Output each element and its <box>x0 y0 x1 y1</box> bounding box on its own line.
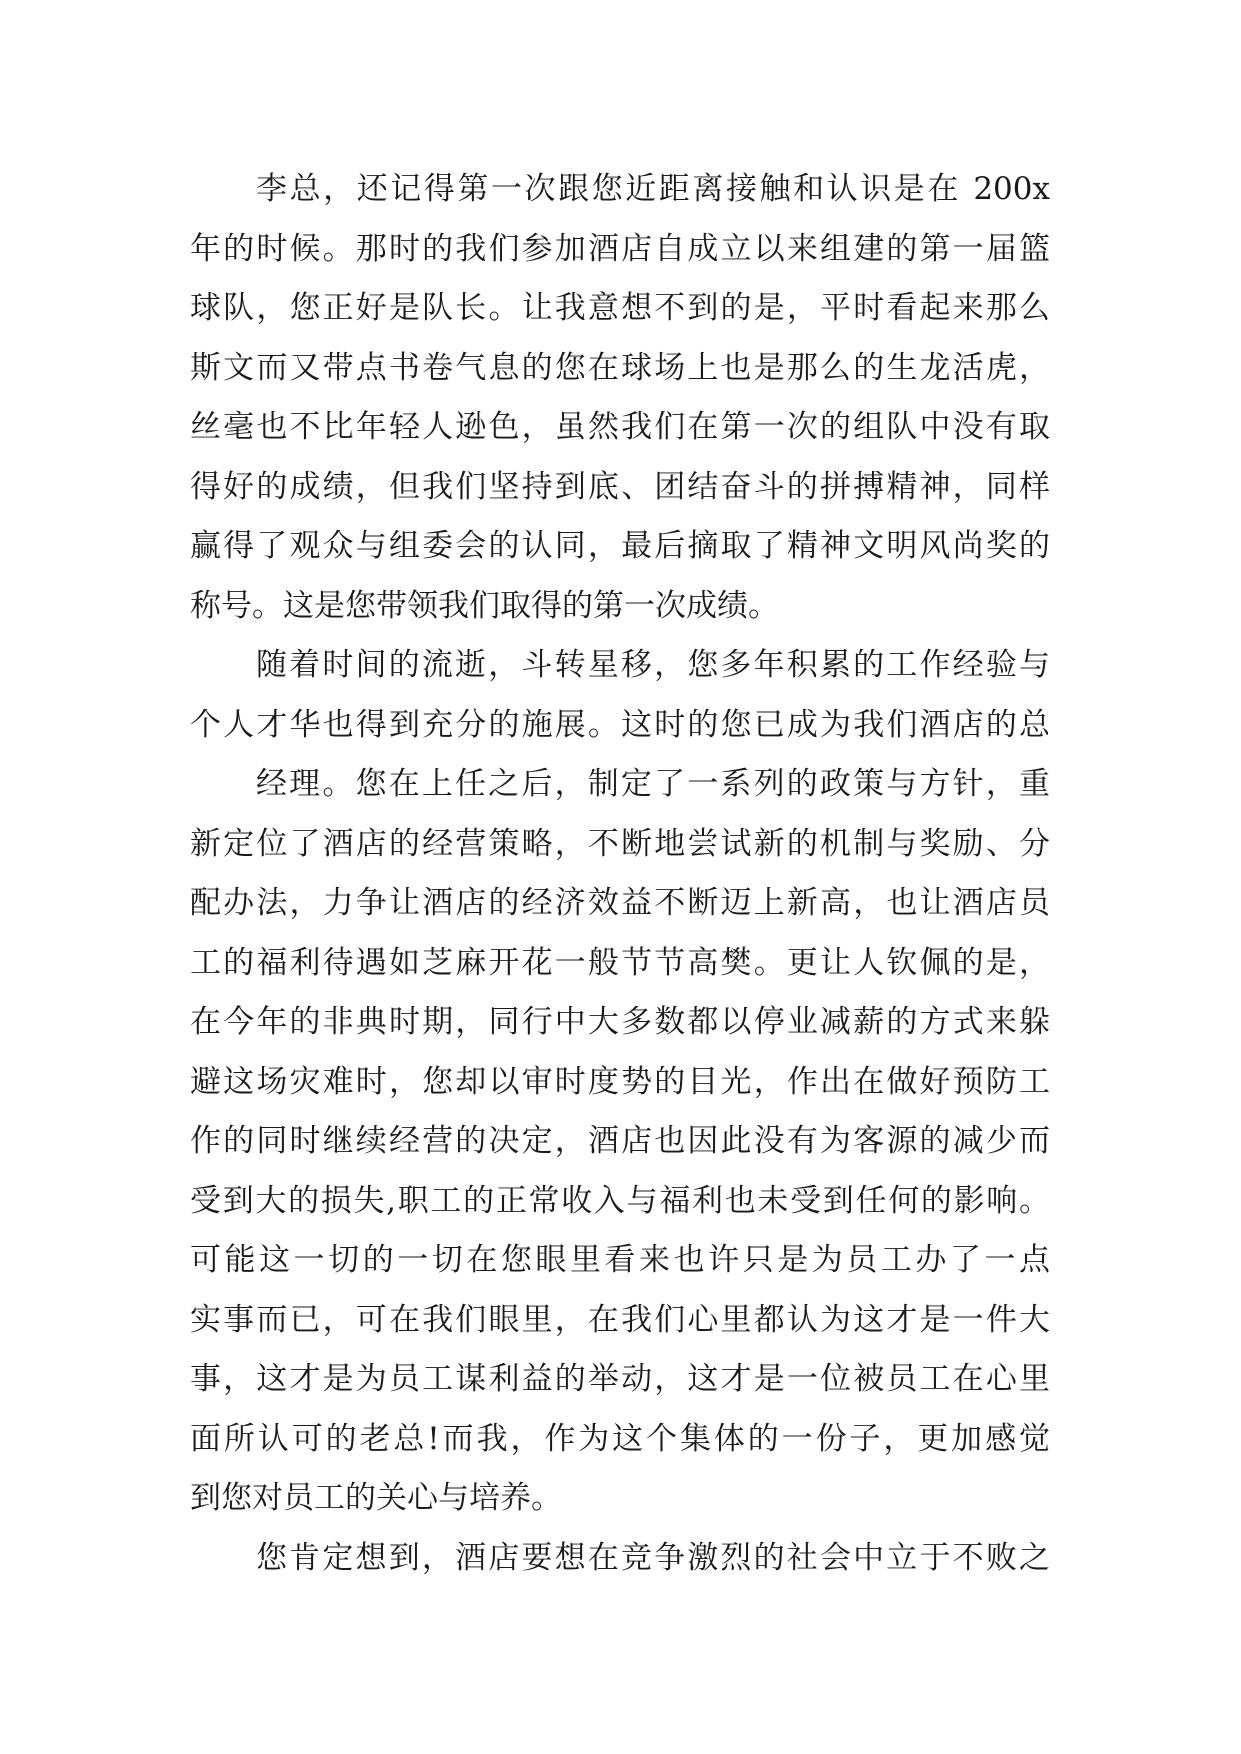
text-line: 斯文而又带点书卷气息的您在球场上也是那么的生龙活虎， <box>190 349 1050 386</box>
text-line: 年的时候。那时的我们参加酒店自成立以来组建的第一届篮 <box>190 230 1050 267</box>
text-line: 球队，您正好是队长。让我意想不到的是，平时看起来那么 <box>190 290 1050 326</box>
text-line: 可能这一切的一切在您眼里看来也许只是为员工办了一点 <box>190 1242 1050 1278</box>
body-text <box>190 160 1050 1588</box>
text-line: 面所认可的老总!而我，作为这个集体的一份子，更加感觉 <box>190 1420 1050 1457</box>
text-line: 赢得了观众与组委会的认同，最后摘取了精神文明风尚奖的 <box>190 528 1050 564</box>
text-line: 新定位了酒店的经营策略，不断地尝试新的机制与奖励、分 <box>190 825 1050 862</box>
text-line: 避这场灾难时，您却以审时度势的目光，作出在做好预防工 <box>190 1063 1050 1100</box>
text-line: 到您对员工的关心与培养。 <box>190 1480 562 1516</box>
text-line: 您肯定想到，酒店要想在竞争激烈的社会中立于不败之 <box>256 1539 1050 1576</box>
text-line: 称号。这是您带领我们取得的第一次成绩。 <box>190 587 779 624</box>
text-line: 李总，还记得第一次跟您近距离接触和认识是在 200x <box>256 171 1050 207</box>
text-line: 工的福利待遇如芝麻开花一般节节高樊。更让人钦佩的是， <box>190 944 1050 981</box>
text-line: 个人才华也得到充分的施展。这时的您已成为我们酒店的总 <box>190 706 1050 743</box>
text-line: 实事而已，可在我们眼里，在我们心里都认为这才是一件大 <box>190 1301 1050 1338</box>
text-line: 事，这才是为员工谋利益的举动，这才是一位被员工在心里 <box>190 1361 1050 1397</box>
text-line: 作的同时继续经营的决定，酒店也因此没有为客源的减少而 <box>190 1123 1050 1159</box>
text-line: 配办法，力争让酒店的经济效益不断迈上新高，也让酒店员 <box>190 885 1050 921</box>
text-line: 得好的成绩，但我们坚持到底、团结奋斗的拼搏精神，同样 <box>190 468 1050 505</box>
text-line: 受到大的损失,职工的正常收入与福利也未受到任何的影响。 <box>190 1182 1050 1219</box>
text-line: 经理。您在上任之后，制定了一系列的政策与方针，重 <box>256 766 1050 802</box>
text-line: 随着时间的流逝，斗转星移，您多年积累的工作经验与 <box>256 647 1050 683</box>
text-line: 丝毫也不比年轻人逊色，虽然我们在第一次的组队中没有取 <box>190 409 1050 445</box>
text-line: 在今年的非典时期，同行中大多数都以停业减薪的方式来躲 <box>190 1004 1050 1040</box>
